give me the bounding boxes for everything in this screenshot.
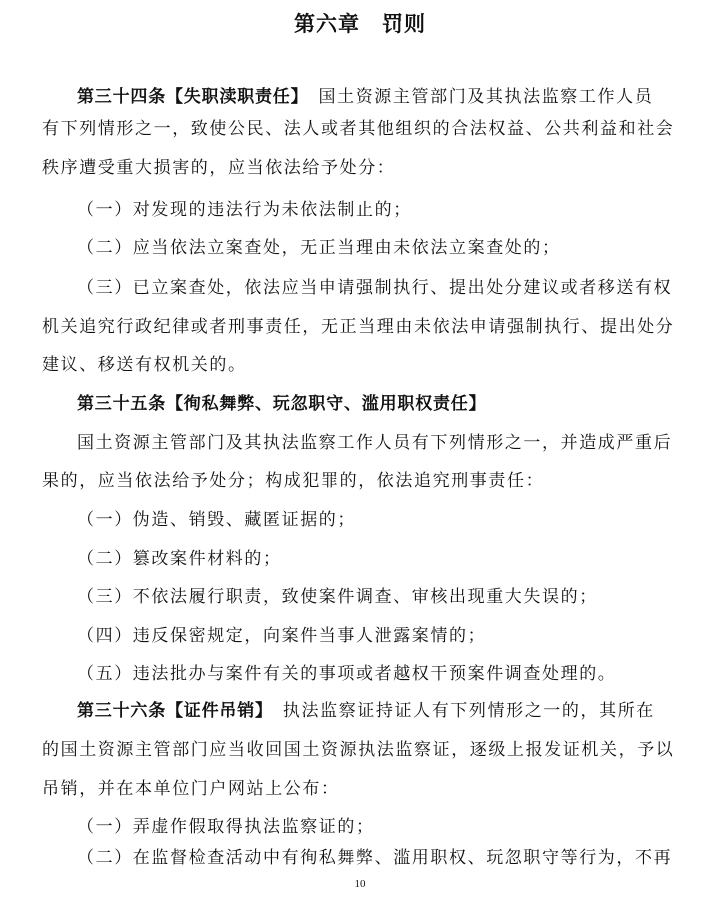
article-35-line1: 国土资源主管部门及其执法监察工作人员有下列情形之一，并造成严重后 <box>77 433 673 453</box>
article-34-item3-line1: （三）已立案查处，依法应当申请强制执行、提出处分建议或者移送有权 <box>77 278 673 298</box>
article-35-item5: （五）违法批办与案件有关的事项或者越权干预案件调查处理的。 <box>77 664 617 684</box>
article-36-line1-text: 执法监察证持证人有下列情形之一的，其所在 <box>264 701 655 721</box>
article-34-line2: 有下列情形之一，致使公民、法人或者其他组织的合法权益、公共利益和社会 <box>42 119 675 139</box>
article-35-heading: 第三十五条【徇私舞弊、玩忽职守、滥用职权责任】 <box>77 394 487 414</box>
article-35-item4: （四）违反保密规定，向案件当事人泄露案情的； <box>77 626 487 646</box>
page-number: 10 <box>354 878 366 890</box>
article-36-line3: 吊销，并在本单位门户网站上公布： <box>42 779 340 799</box>
article-34-item2: （二）应当依法立案查处，无正当理由未依法立案查处的； <box>77 238 561 258</box>
article-36-line2: 的国土资源主管部门应当收回国土资源执法监察证，逐级上报发证机关，予以 <box>42 740 675 760</box>
article-34-item1: （一）对发现的违法行为未依法制止的； <box>77 200 412 220</box>
chapter-title: 第六章 罚则 <box>294 12 426 36</box>
article-35-item1: （一）伪造、销毁、藏匿证据的； <box>77 510 356 530</box>
article-34-item3-line3: 建议、移送有权机关的。 <box>42 355 247 375</box>
article-34-line3: 秩序遭受重大损害的，应当依法给予处分： <box>42 158 396 178</box>
article-36-first-line <box>77 699 655 723</box>
article-35-line2: 果的，应当依法给予处分；构成犯罪的，依法追究刑事责任： <box>42 471 545 491</box>
article-34-heading: 第三十四条【失职渎职责任】 <box>77 87 300 107</box>
article-34-line1-text: 国土资源主管部门及其执法监察工作人员 <box>299 87 654 107</box>
article-36-heading: 第三十六条【证件吊销】 <box>77 701 265 721</box>
article-35-item2: （二）篡改案件材料的； <box>77 549 282 569</box>
article-34-first-line <box>77 85 653 109</box>
article-34-item3-line2: 机关追究行政纪律或者刑事责任，无正当理由未依法申请强制执行、提出处分 <box>42 317 675 337</box>
article-36-item2: （二）在监督检查活动中有徇私舞弊、滥用职权、玩忽职守等行为，不再 <box>77 848 673 868</box>
article-35-item3: （三）不依法履行职责，致使案件调查、审核出现重大失误的； <box>77 587 598 607</box>
article-36-item1: （一）弄虚作假取得执法监察证的； <box>77 817 375 837</box>
